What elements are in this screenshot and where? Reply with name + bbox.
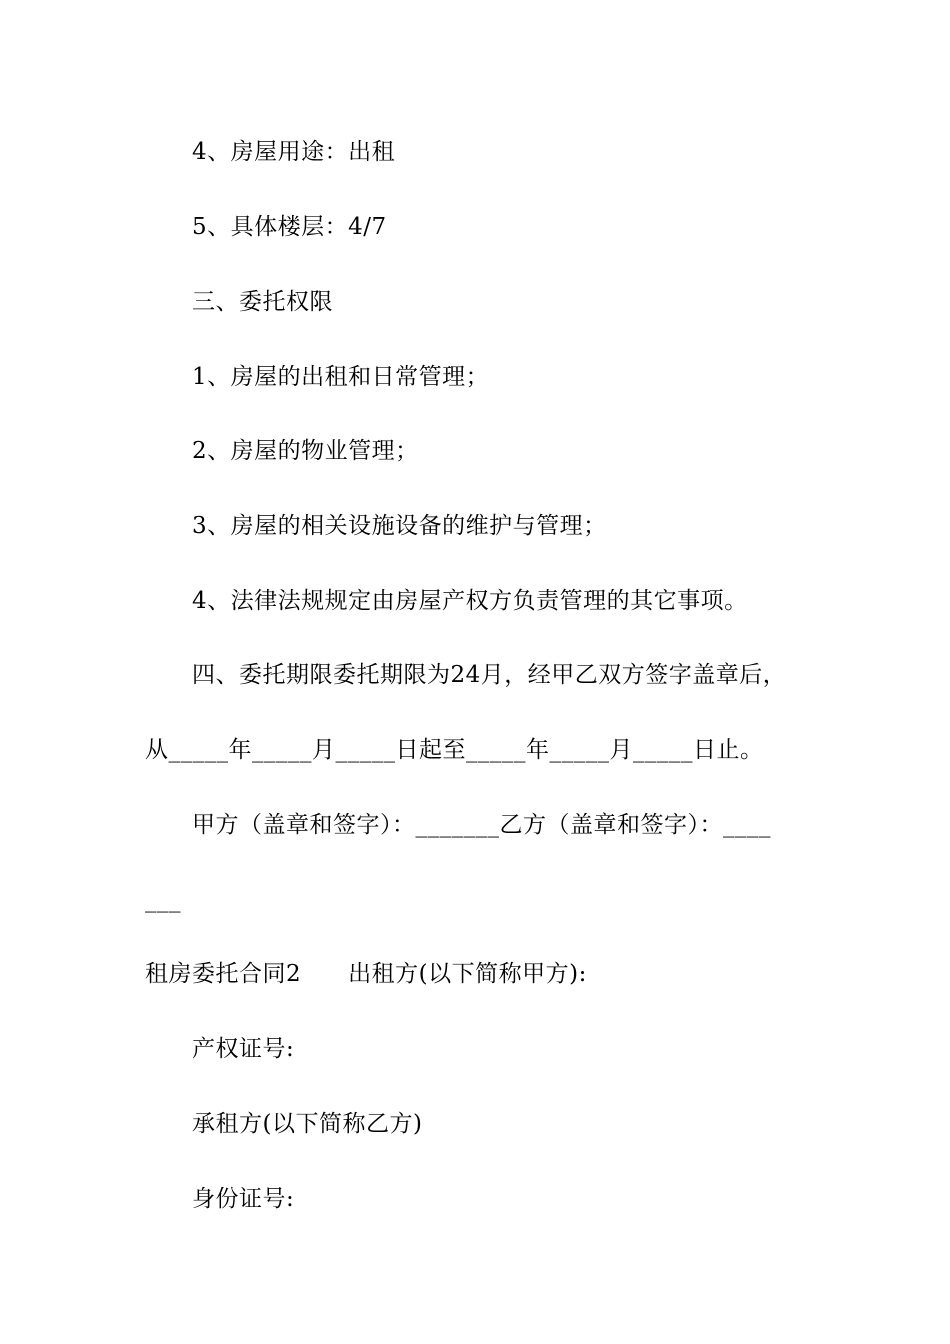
property-cert-number-label: 产权证号:	[192, 1036, 295, 1062]
contract-2-heading: 租房委托合同2 出租方(以下简称甲方):	[145, 961, 587, 987]
signature-line: 甲方（盖章和签字）：_______乙方（盖章和签字）：____	[192, 812, 771, 838]
id-number-label: 身份证号:	[192, 1186, 295, 1212]
authority-item-2: 2、房屋的物业管理；	[192, 438, 419, 464]
section-heading-authority: 三、委托权限	[192, 289, 333, 315]
authority-item-4: 4、法律法规规定由房屋产权方负责管理的其它事项。	[192, 588, 748, 614]
term-paragraph-line-1: 四、委托期限委托期限为24月，经甲乙双方签字盖章后，	[192, 662, 787, 688]
term-paragraph-line-2: 从_____年_____月_____日起至_____年_____月_____日止。	[145, 737, 764, 763]
authority-item-1: 1、房屋的出租和日常管理；	[192, 364, 490, 390]
item-house-use: 4、房屋用途：出租	[192, 139, 396, 165]
authority-item-3: 3、房屋的相关设施设备的维护与管理；	[192, 513, 607, 539]
lessee-label: 承租方(以下简称乙方)	[192, 1111, 423, 1137]
item-floor: 5、具体楼层：4/7	[192, 214, 387, 240]
signature-line-continued: ___	[145, 887, 181, 913]
